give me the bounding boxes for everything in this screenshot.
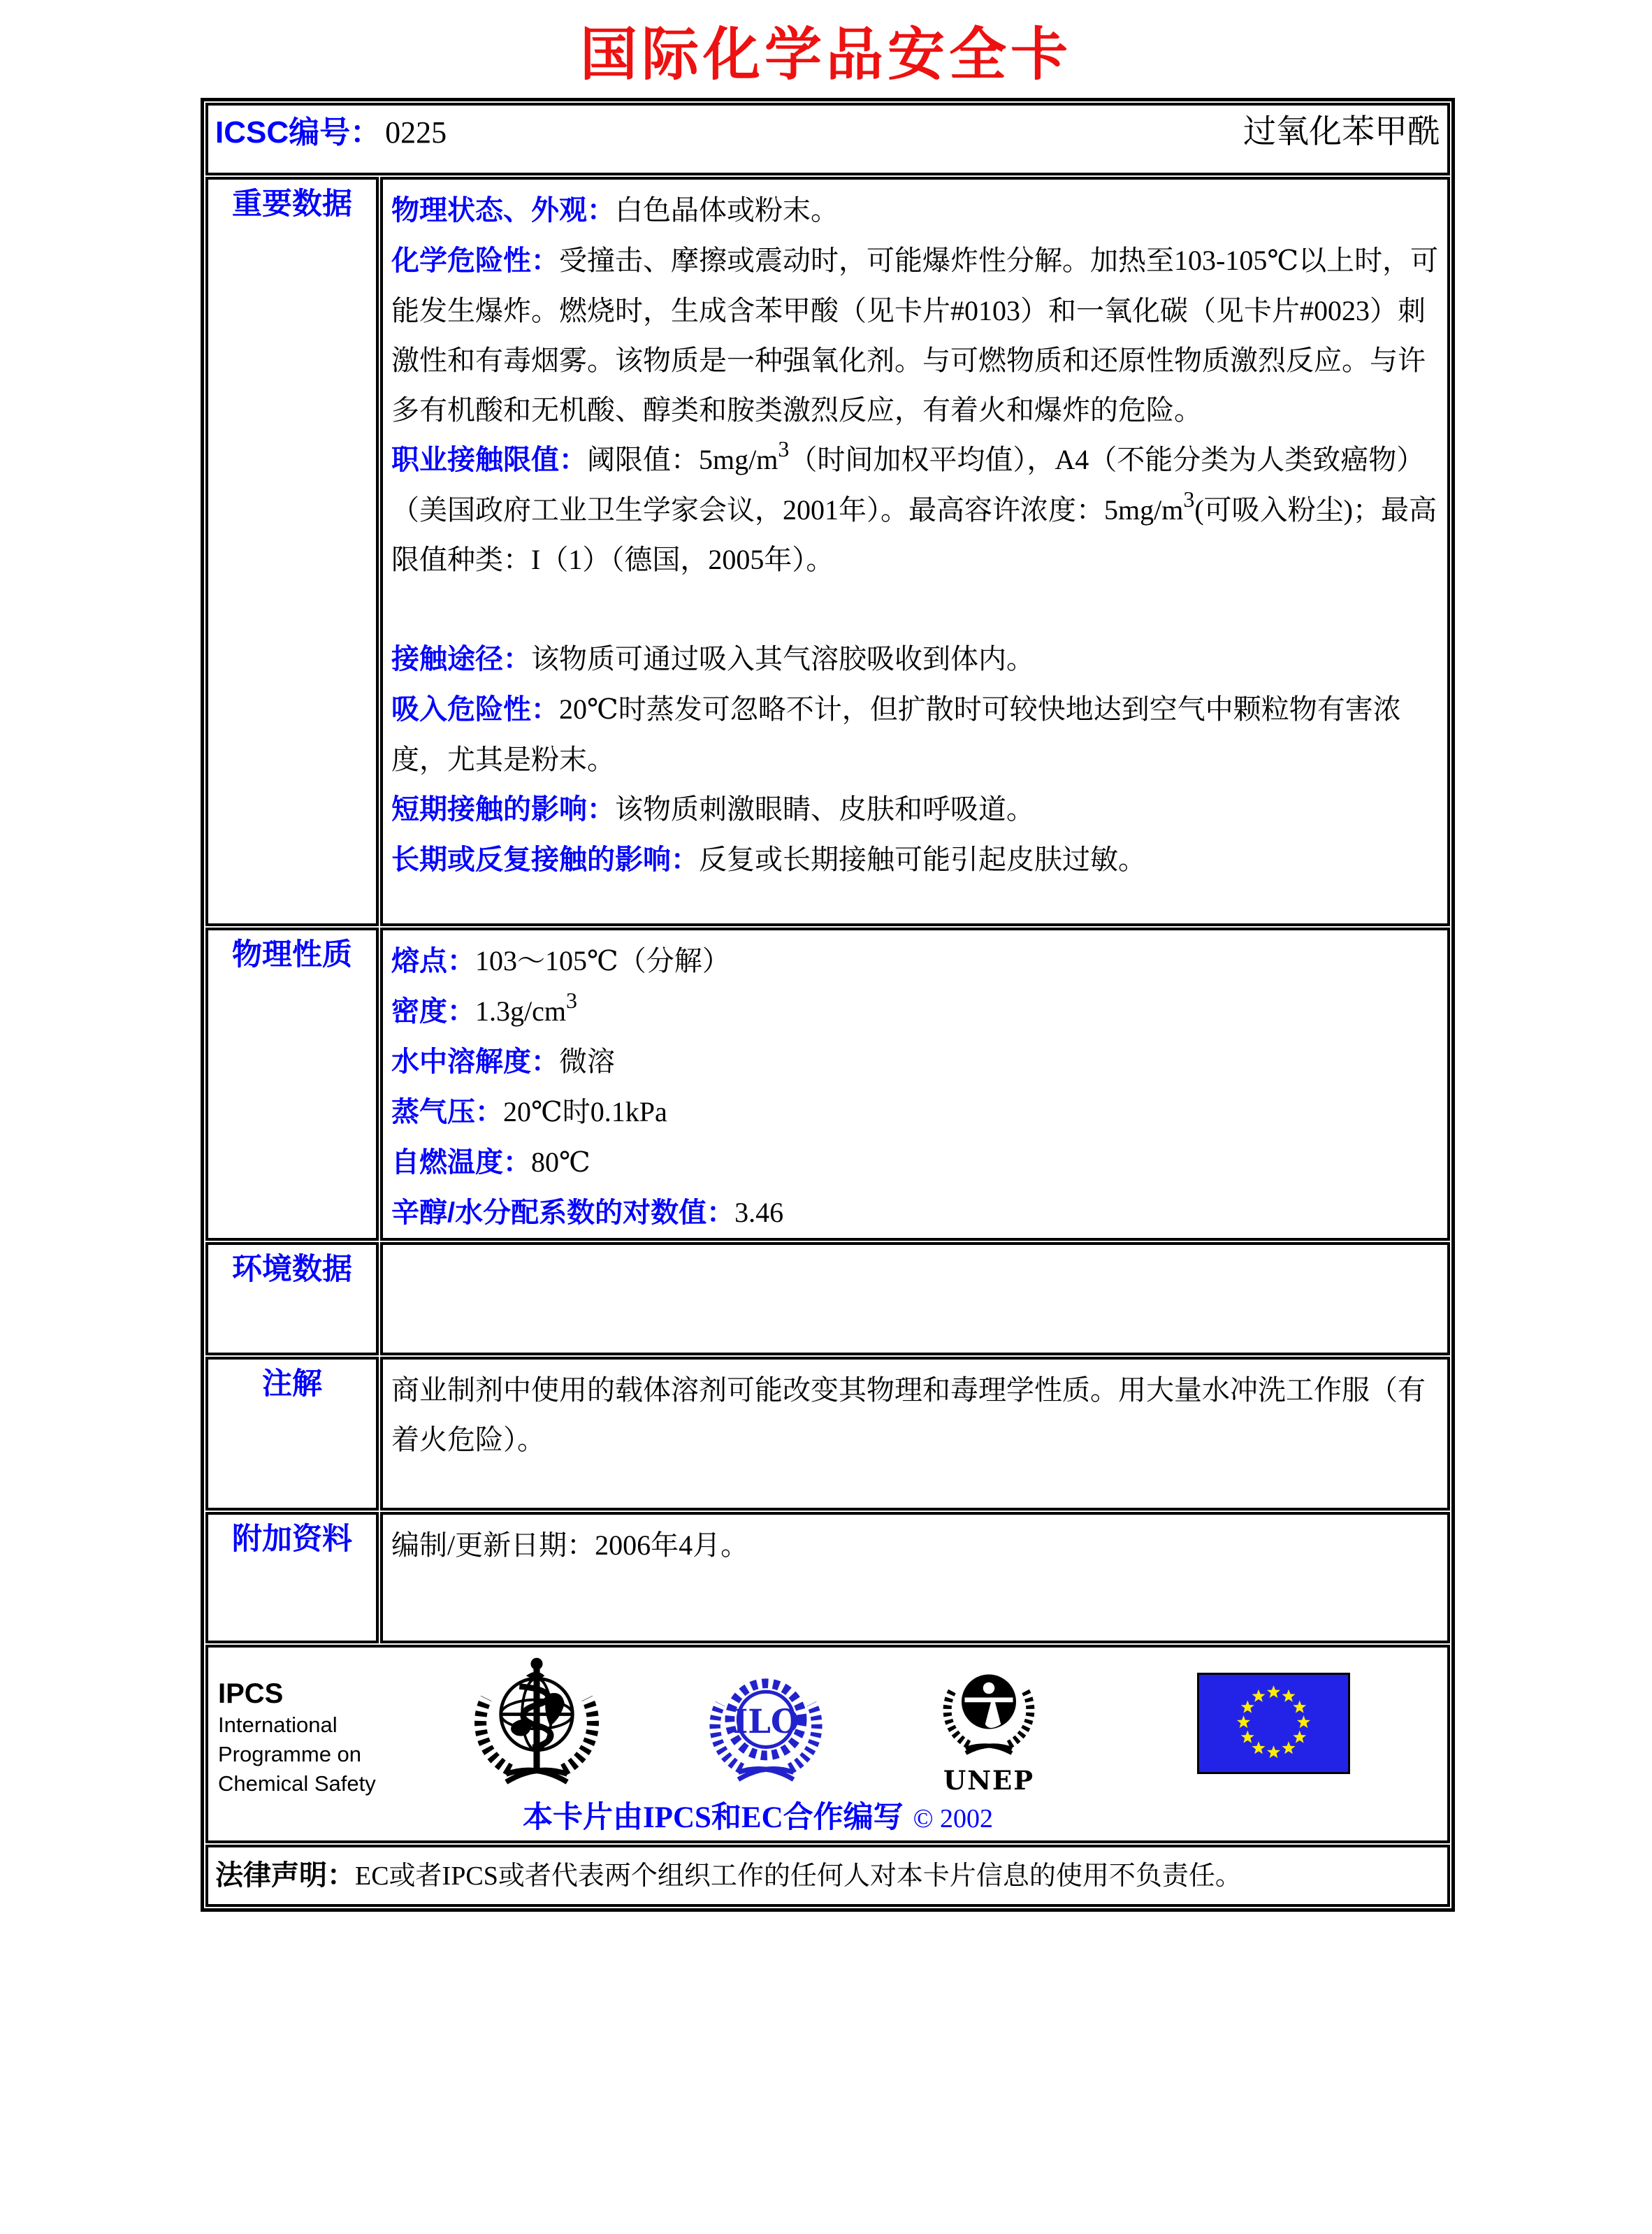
footer-cell <box>205 1645 1450 1843</box>
property-line: 水中溶解度：微溶 <box>391 1046 615 1077</box>
property-line: 商业制剂中使用的载体溶剂可能改变其物理和毒理学性质。用大量水冲洗工作服（有着火危险）。 <box>391 1374 1426 1455</box>
ipcs-line: Chemical Safety <box>218 1771 376 1796</box>
property-label: 蒸气压： <box>391 1097 503 1127</box>
chemical-name: 过氧化苯甲酰 <box>1243 114 1440 150</box>
superscript: 3 <box>1183 487 1195 512</box>
property-label: 熔点： <box>391 946 475 977</box>
who-emblem-icon <box>470 1655 603 1791</box>
section-row-environmental-data <box>205 1242 1450 1355</box>
icsc-number-value: 0225 <box>385 115 447 150</box>
ipcs-title: IPCS <box>218 1678 284 1709</box>
ipcs-line: International <box>218 1713 338 1737</box>
unep-wordmark: UNEP <box>943 1765 1035 1796</box>
property-label: 长期或反复接触的影响： <box>391 844 699 875</box>
section-row-physical-properties <box>205 928 1450 1241</box>
section-content-text <box>383 930 1447 1238</box>
legal-cell <box>205 1845 1450 1907</box>
property-line: 编制/更新日期：2006年4月。 <box>391 1529 749 1561</box>
section-content-environmental-data <box>380 1242 1450 1355</box>
legal-row <box>205 1845 1450 1907</box>
legal-text: EC或者IPCS或者代表两个组织工作的任何人对本卡片信息的使用不负责任。 <box>355 1861 1242 1891</box>
property-line: 熔点：103～105℃（分解） <box>391 945 730 977</box>
section-content-text <box>383 180 1447 923</box>
header-row <box>205 103 1450 175</box>
property-label: 密度： <box>391 996 475 1027</box>
section-content-text <box>383 1515 1447 1641</box>
section-label-additional-info: 附加资料 <box>205 1512 379 1643</box>
property-line: 化学危险性：受撞击、摩擦或震动时，可能爆炸性分解。加热至103-105℃以上时，可能发生爆炸。燃烧时，生成含苯甲酸（见卡片#0103）和一氧化碳（见卡片#0023）刺激性和有毒烟雾。该物质是一种强氧化剂。与可燃物质和还原性物质激烈反应。与许多有机酸和无机酸、醇类和胺类激烈反应，有着火和爆炸的危险。 <box>391 245 1439 426</box>
property-label: 职业接触限值： <box>391 445 587 475</box>
section-content-notes <box>380 1357 1450 1511</box>
property-label: 短期接触的影响： <box>391 794 615 825</box>
footer-caption <box>208 1794 1307 1836</box>
icsc-number-label: ICSC编号： <box>215 115 382 150</box>
ipcs-text-block <box>218 1677 376 1799</box>
section-row-notes <box>205 1357 1450 1511</box>
property-line: 蒸气压：20℃时0.1kPa <box>391 1096 667 1127</box>
unep-emblem-icon <box>936 1659 1041 1794</box>
ipcs-line: Programme on <box>218 1742 362 1766</box>
icsc-card-table <box>201 98 1455 1912</box>
property-label: 物理状态、外观： <box>391 195 615 226</box>
icsc-number-group <box>215 107 447 152</box>
superscript: 3 <box>565 988 577 1014</box>
property-line: 密度：$1.3g/cm^3$ <box>391 988 577 1027</box>
property-line: 职业接触限值：阈限值：$5mg/m^3$（时间加权平均值），A4（不能分类为人类致癌物）（美国政府工业卫生学家会议，2001年）。最高容许浓度：$5mg/m^3$(可吸入粉尘)；最高限值种类：I（1）（德国，2005年）。 <box>391 436 1437 575</box>
section-content-important-data <box>380 177 1450 926</box>
property-label: 化学危险性： <box>391 245 559 276</box>
ilo-emblem-icon <box>706 1663 826 1787</box>
property-line: 辛醇/水分配系数的对数值：3.46 <box>391 1197 784 1228</box>
property-line: 物理状态、外观：白色晶体或粉末。 <box>391 194 839 226</box>
footer-caption-text: 本卡片由IPCS和EC合作编写 <box>522 1801 904 1834</box>
section-content-text <box>383 1360 1447 1508</box>
property-line: 自燃温度：80℃ <box>391 1146 590 1178</box>
superscript: 3 <box>778 436 790 462</box>
property-label: 吸入危险性： <box>391 694 559 725</box>
section-row-additional-info <box>205 1512 1450 1643</box>
section-label-physical-properties: 物理性质 <box>205 928 379 1241</box>
property-line: 吸入危险性：20℃时蒸发可忽略不计，但扩散时可较快地达到空气中颗粒物有害浓度，尤其是粉末。 <box>391 693 1401 775</box>
page-title: 国际化学品安全卡 <box>579 21 1072 88</box>
legal-label: 法律声明： <box>215 1860 355 1891</box>
property-label: 接触途径： <box>391 644 531 675</box>
property-line: 长期或反复接触的影响：反复或长期接触可能引起皮肤过敏。 <box>391 844 1146 875</box>
svg-text:ILO: ILO <box>732 1701 799 1741</box>
property-line: 短期接触的影响：该物质刺激眼睛、皮肤和呼吸道。 <box>391 793 1034 825</box>
section-content-additional-info <box>380 1512 1450 1643</box>
section-label-notes: 注解 <box>205 1357 379 1511</box>
section-label-important-data: 重要数据 <box>205 177 379 926</box>
section-row-important-data <box>205 177 1450 926</box>
header-cell <box>205 103 1450 175</box>
property-line: 接触途径：该物质可通过吸入其气溶胶吸收到体内。 <box>391 643 1034 675</box>
eu-flag-icon <box>1197 1673 1350 1778</box>
section-content-physical-properties <box>380 928 1450 1241</box>
section-label-environmental-data: 环境数据 <box>205 1242 379 1355</box>
property-label: 自燃温度： <box>391 1147 531 1178</box>
property-label: 水中溶解度： <box>391 1046 559 1077</box>
footer-row <box>205 1645 1450 1843</box>
footer-copyright: © 2002 <box>913 1804 994 1833</box>
section-content-text <box>383 1245 1447 1353</box>
property-label: 辛醇/水分配系数的对数值： <box>391 1197 735 1228</box>
